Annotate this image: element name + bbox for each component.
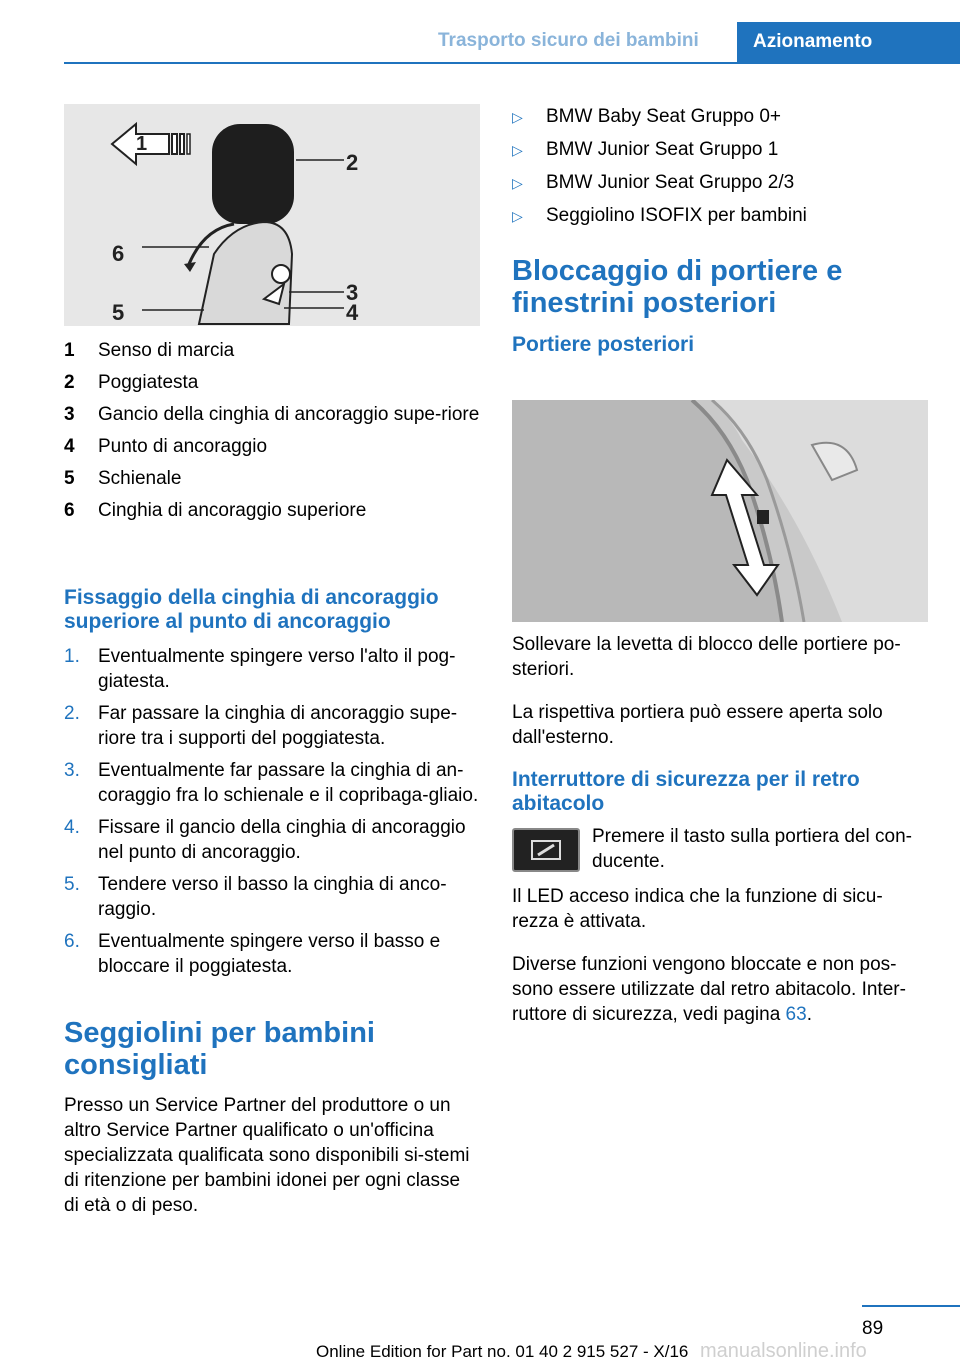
- callout-6: 6: [112, 241, 125, 266]
- callout-5: 5: [112, 300, 125, 325]
- legend-item: 3 Gancio della cinghia di ancoraggio supe-riore: [64, 404, 480, 425]
- callout-1: 1: [136, 133, 148, 155]
- rear-door-lock-diagram: [512, 400, 928, 622]
- watermark: manualsonline.info: [700, 1340, 867, 1362]
- seat-bullet: ▷ BMW Junior Seat Gruppo 2/3: [512, 172, 795, 193]
- fixing-step: 5. Tendere verso il basso la cinghia di anco-raggio.: [64, 874, 447, 920]
- legend-item: 2 Poggiatesta: [64, 372, 199, 393]
- lock-heading: Bloccaggio di portiere e finestrini posteriori: [512, 255, 843, 319]
- fixing-step: 1. Eventualmente spingere verso l'alto il pog-giatesta.: [64, 646, 456, 692]
- lock-text: [512, 632, 928, 1027]
- safety-switch-icon: [512, 828, 580, 872]
- fixing-heading: Fissaggio della cinghia di ancoraggio superiore al punto di ancoraggio: [64, 586, 439, 633]
- seat-bullet: ▷ Seggiolino ISOFIX per bambini: [512, 205, 807, 226]
- figure-legend: [64, 338, 480, 530]
- safety-switch-heading: Interruttore di sicurezza per il retro abitacolo: [512, 768, 860, 815]
- headrest-diagram: [64, 104, 480, 326]
- edition-note: Online Edition for Part no. 01 40 2 915 527 - X/16: [316, 1342, 689, 1361]
- legend-item: 5 Schienale: [64, 468, 182, 489]
- safety-para4: Diverse funzioni vengono bloccate e non pos-sono essere utilizzate dal retro abitacolo. Inter-ruttore di sicurezza, vedi pagina 63.: [512, 954, 906, 1025]
- legend-item: 6 Cinghia di ancoraggio superiore: [64, 500, 367, 521]
- legend-item: 1 Senso di marcia: [64, 340, 235, 361]
- fixing-step: 6. Eventualmente spingere verso il basso e bloccare il poggiatesta.: [64, 931, 441, 977]
- fixing-step: 3. Eventualmente far passare la cinghia di an-coraggio fra lo schienale e il copribaga-gliaio.: [64, 760, 479, 806]
- headrest-diagram-svg: [64, 104, 480, 326]
- lock-lever: [757, 510, 769, 524]
- seats-heading: Seggiolini per bambini consigliati: [64, 1017, 375, 1081]
- safety-para3: Il LED acceso indica che la funzione di sicu-rezza è attivata.: [512, 886, 883, 932]
- fixing-step: 2. Far passare la cinghia di ancoraggio supe-riore tra i supporti del poggiatesta.: [64, 703, 458, 749]
- page-number: 89: [862, 1318, 884, 1339]
- seats-body: Presso un Service Partner del produttore o un altro Service Partner qualificato o un'officina specializzata qualificata sono disponibili si-stemi di ritenzione per bambini idonei per ogni classe di età o di peso.: [64, 1095, 470, 1216]
- header-section-title: Trasporto sicuro dei bambini: [438, 30, 699, 51]
- seat-bullet: ▷ BMW Baby Seat Gruppo 0+: [512, 106, 781, 127]
- headrest-shape: [212, 124, 294, 224]
- seat-bullet: ▷ BMW Junior Seat Gruppo 1: [512, 139, 779, 160]
- header-rule: [64, 62, 960, 64]
- fixing-section: [64, 586, 480, 1218]
- footer-rule: [862, 1305, 960, 1307]
- callout-4: 4: [346, 300, 359, 325]
- callout-3: 3: [346, 280, 359, 305]
- callout-2: 2: [346, 150, 359, 175]
- rear-doors-para1: Sollevare la levetta di blocco delle portiere po-steriori.: [512, 634, 901, 680]
- legend-item: 4 Punto di ancoraggio: [64, 436, 268, 457]
- page-link[interactable]: 63: [785, 1004, 807, 1025]
- rear-doors-heading: Portiere posteriori: [512, 333, 695, 356]
- header-chapter-tab: Azionamento: [737, 22, 960, 62]
- safety-switch-text: Premere il tasto sulla portiera del con-ducente.: [592, 826, 912, 872]
- rear-door-lock-svg: [512, 400, 928, 622]
- safety-switch-block: [512, 824, 928, 874]
- fixing-step: 4. Fissare il gancio della cinghia di ancoraggio nel punto di ancoraggio.: [64, 817, 466, 863]
- right-column: [512, 104, 928, 357]
- rear-doors-para2: La rispettiva portiera può essere aperta solo dall'esterno.: [512, 702, 883, 748]
